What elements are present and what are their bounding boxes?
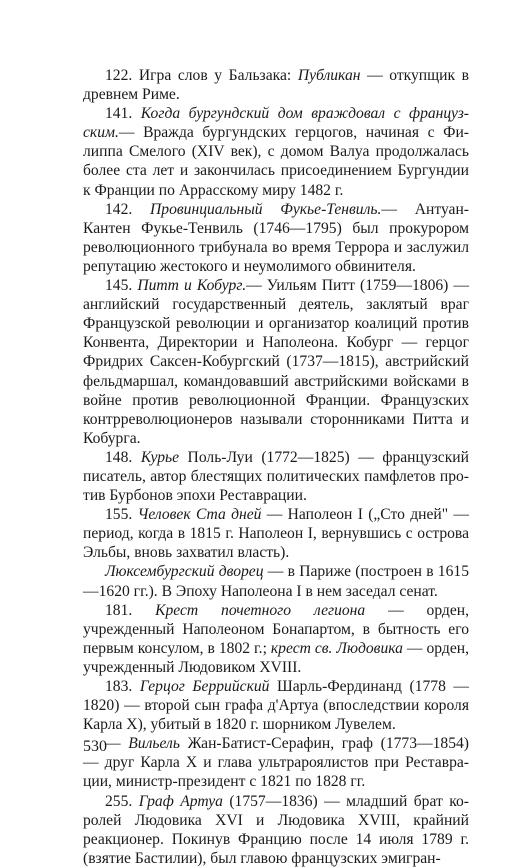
note-text: — Антуан-Кантен Фукье-Тенвиль (1746—1795) был прокурором революционного трибунала во время Террора и заслужил репутацию жестокого и неумолимого обвинителя. (83, 200, 470, 275)
note-number: 255. (105, 792, 139, 810)
page-number: 530 (83, 738, 107, 755)
note-text: Шарль-Фердинанд (1778 — 1820) — второй сын графа д'Артуа (впоследствии короля Карла X), убитый в 1820 г. шорником Лувелем. (83, 678, 470, 734)
note-paragraph (83, 734, 469, 791)
note-term: Герцог Беррийский (139, 678, 270, 695)
note-term: крест св. Людовика (270, 639, 403, 657)
note-paragraph (83, 677, 469, 734)
note-number: 141. (105, 105, 141, 123)
note-text: — Уильям Питт (1759—1806) — английский государственный деятель, заклятый враг Французской революции и организатор коалиций против Конвента, Директории и Наполеона. Кобург — герцог Фридрих Саксен-Кобургский (1737—1815), австрийский фельдмаршал, командовавший австрийскими войсками в войне против революционной Франции. Французских контрреволюционеров называли сторонниками Питта и Кобурга. (83, 277, 470, 447)
note-text: — Вражда бургундских герцогов, начиная с Филиппа Смелого (XIV век), с домом Валуа продолжалась более ста лет и закончилась присоединением Бургундии к Франции по Аррасскому миру 1482 г. (83, 124, 469, 199)
notes-text (83, 66, 469, 868)
note-paragraph (83, 601, 469, 677)
note-text: — Наполеон I („Сто дней" — период, когда в 1815 г. Наполеон I, вернувшись с острова Эльбы, вновь захватил власть). (83, 506, 470, 562)
note-paragraph (83, 104, 469, 199)
note-number: 142. (105, 200, 151, 218)
note-number: 122. (105, 67, 139, 84)
note-text: — в Париже (построен в 1615—1620 гг.). В Эпоху Наполеона I в нем заседал сенат. (83, 563, 469, 600)
note-term: Провинциальный Фукье-Тенвиль. (150, 200, 382, 218)
note-text: Игра слов у Бальзака: (138, 67, 298, 84)
note-paragraph (83, 66, 469, 104)
note-paragraph (83, 276, 469, 448)
note-number: 181. (105, 601, 156, 619)
note-text: Поль-Луи (1772—1825) — французский писатель, автор блестящих политических памфлетов против Бурбонов эпохи Реставрации. (83, 448, 469, 505)
note-term: Когда бургундский дом враждовал с французским. (83, 105, 469, 142)
note-paragraph (83, 562, 469, 600)
note-number: 183. (105, 678, 140, 695)
note-term: Люксембургский дворец (105, 563, 264, 581)
note-number: 148. (105, 448, 141, 466)
note-text: Жан-Батист-Серафин, граф (1773—1854)— друг Карла X и глава ультрароялистов при Реставрации, министр-президент с 1821 по 1828 гг. (83, 735, 470, 791)
note-term: Вильель (128, 735, 180, 753)
note-term: Питт и Кобург. (137, 277, 247, 295)
note-paragraph (83, 505, 469, 562)
note-text: — (105, 735, 129, 753)
note-text: — орден, учрежденный Людовиком XVIII. (83, 639, 469, 676)
note-term: Крест почетного легиона (155, 601, 366, 619)
note-paragraph (83, 792, 469, 868)
note-term: Публикан (297, 67, 361, 84)
note-text: (1757—1836) — младший брат королей Людовика XVI и Людовика XVIII, крайний реакционер. Покинув Францию после 14 июля 1789 г. (взятие Бастилии), был главою французских эмигран- (83, 792, 469, 867)
note-text: — орден, учрежденный Наполеоном Бонапартом, в бытность его первым консулом, в 1802 г.; (83, 601, 470, 657)
note-paragraph (83, 448, 469, 505)
note-paragraph (83, 200, 469, 276)
note-term: Граф Артуа (138, 792, 223, 810)
note-number: 145. (105, 277, 138, 295)
note-term: Человек Ста дней (137, 506, 262, 524)
note-number: 155. (105, 506, 138, 524)
note-text: — откупщик в древнем Риме. (83, 67, 470, 104)
note-term: Курье (140, 448, 180, 466)
